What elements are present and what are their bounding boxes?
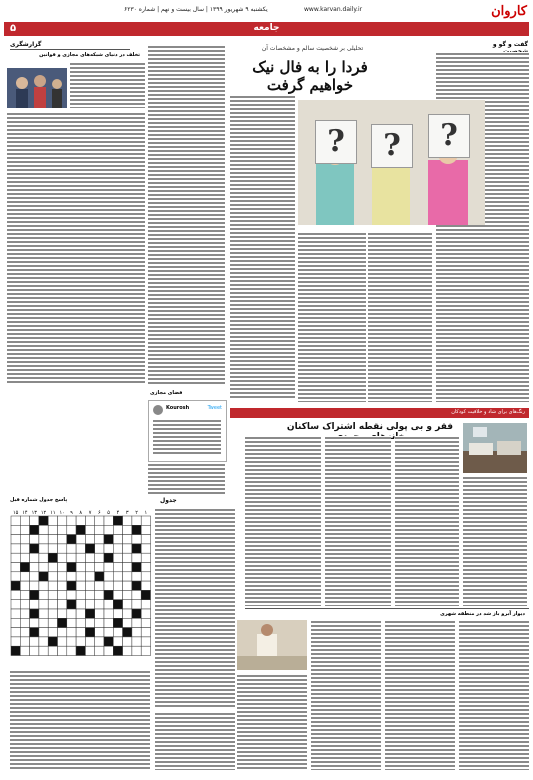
lower-story-photo (237, 620, 307, 670)
crossword-cell[interactable] (104, 572, 113, 581)
crossword-cell[interactable] (39, 628, 48, 637)
crossword-cell[interactable] (20, 553, 29, 562)
crossword-cell[interactable] (20, 590, 29, 599)
second-story-col-c (325, 436, 391, 606)
crossword-cell[interactable] (48, 609, 57, 618)
crossword-cell[interactable] (104, 516, 113, 525)
crossword-cell[interactable] (104, 563, 113, 572)
crossword-cell[interactable] (11, 572, 20, 581)
second-story-band-text: رنگ‌های برای شاد و خلاقیت کودکان (451, 409, 525, 415)
crossword-cell[interactable] (39, 646, 48, 655)
crossword-cell[interactable] (58, 516, 67, 525)
crossword-cell[interactable] (95, 535, 104, 544)
crossword-cell[interactable] (39, 525, 48, 534)
crossword-cell[interactable] (113, 581, 122, 590)
crossword-cell[interactable] (132, 525, 141, 534)
crossword-cell[interactable] (58, 572, 67, 581)
crossword-cell[interactable] (85, 581, 94, 590)
crossword-cell[interactable] (95, 563, 104, 572)
question-sign: ? (315, 120, 357, 164)
crossword-cell[interactable] (132, 544, 141, 553)
crossword-cell[interactable] (113, 609, 122, 618)
crossword-cell[interactable] (113, 572, 122, 581)
crossword-cell[interactable] (141, 618, 150, 627)
main-story-column-1b (298, 232, 366, 402)
question-sign: ? (371, 124, 413, 168)
crossword-cell[interactable] (58, 563, 67, 572)
crossword-cell[interactable] (85, 600, 94, 609)
crossword-cell[interactable] (48, 600, 57, 609)
crossword-cell[interactable] (123, 581, 132, 590)
crossword-cell[interactable] (30, 525, 39, 534)
crossword-cell[interactable] (132, 535, 141, 544)
crossword-cell[interactable] (58, 618, 67, 627)
crossword-cell[interactable] (85, 618, 94, 627)
tweet-label: Tweet (207, 405, 222, 411)
crossword-cell[interactable] (20, 581, 29, 590)
crossword-cell[interactable] (123, 535, 132, 544)
crossword-cell[interactable] (67, 618, 76, 627)
crossword-cell[interactable] (30, 572, 39, 581)
tweet-user: Kourosh (166, 405, 190, 411)
crossword-cell[interactable] (11, 609, 20, 618)
crossword-cell[interactable] (30, 600, 39, 609)
crossword-column-number: ۱۵ (12, 510, 19, 516)
crossword-cell[interactable] (123, 637, 132, 646)
section-bar (4, 22, 529, 36)
crossword-cell[interactable] (123, 600, 132, 609)
crossword-cell[interactable] (132, 581, 141, 590)
crossword-cell[interactable] (95, 628, 104, 637)
crossword-cell[interactable] (95, 525, 104, 534)
divider (10, 49, 130, 50)
crossword-cell[interactable] (85, 563, 94, 572)
crossword-cell[interactable] (67, 572, 76, 581)
crossword-cell[interactable] (76, 553, 85, 562)
crossword-cell[interactable] (58, 535, 67, 544)
crossword-cell[interactable] (58, 590, 67, 599)
crossword-title: جدول (160, 497, 177, 504)
crossword-cell[interactable] (95, 516, 104, 525)
left-story-title: تخلف در دنیای شبکه‌های مجازی و قوانین (39, 52, 140, 58)
main-story-column-1a (368, 232, 432, 402)
crossword-cell[interactable] (132, 646, 141, 655)
crossword-cell[interactable] (11, 525, 20, 534)
crossword-cell[interactable] (67, 646, 76, 655)
crossword-cell[interactable] (20, 572, 29, 581)
crossword-cell[interactable] (67, 525, 76, 534)
crossword-cell[interactable] (104, 581, 113, 590)
crossword-cell[interactable] (141, 525, 150, 534)
left-story-text (7, 112, 145, 384)
crowd-photo (7, 68, 67, 108)
crossword-cell[interactable] (123, 609, 132, 618)
second-story-band (230, 408, 529, 418)
crossword-cell[interactable] (113, 563, 122, 572)
crossword-cell[interactable] (39, 609, 48, 618)
crossword-cell[interactable] (48, 563, 57, 572)
crossword-cell[interactable] (104, 628, 113, 637)
crossword-cell[interactable] (104, 590, 113, 599)
crossword-cell[interactable] (132, 637, 141, 646)
lower-story-title: دیوار آبرو باز شد در منطقه شهری (440, 611, 525, 617)
crossword-column-number: ۱۱ (50, 510, 56, 516)
crossword-clues-horizontal (155, 508, 235, 708)
crossword-cell[interactable] (20, 563, 29, 572)
tweet-caption (148, 463, 225, 495)
crossword-cell[interactable] (123, 553, 132, 562)
crossword-cell[interactable] (20, 600, 29, 609)
crossword-cell[interactable] (141, 600, 150, 609)
crossword-cell[interactable] (76, 525, 85, 534)
crossword-cell[interactable] (58, 525, 67, 534)
crossword-cell[interactable] (123, 525, 132, 534)
crossword-cell[interactable] (132, 572, 141, 581)
crossword-cell[interactable] (95, 581, 104, 590)
crossword-cell[interactable] (39, 553, 48, 562)
crossword-cell[interactable] (132, 563, 141, 572)
question-sign: ? (428, 114, 470, 158)
crossword-cell[interactable] (113, 600, 122, 609)
crossword-cell[interactable] (11, 535, 20, 544)
crossword-cell[interactable] (67, 590, 76, 599)
second-story-col-a (463, 476, 527, 606)
crossword-cell[interactable] (85, 516, 94, 525)
crossword-cell[interactable] (67, 563, 76, 572)
crossword-cell[interactable] (104, 646, 113, 655)
crossword-cell[interactable] (141, 637, 150, 646)
crossword-cell[interactable] (132, 618, 141, 627)
crossword-cell[interactable] (85, 544, 94, 553)
crossword-cell[interactable] (39, 516, 48, 525)
crossword-cell[interactable] (104, 600, 113, 609)
crossword-column-number: ۱۲ (40, 510, 47, 516)
crossword-cell[interactable] (58, 646, 67, 655)
crossword-cell[interactable] (85, 572, 94, 581)
crossword-cell[interactable] (48, 535, 57, 544)
crossword-cell[interactable] (76, 609, 85, 618)
crossword-clues-vertical (155, 712, 235, 770)
crossword-cell[interactable] (11, 646, 20, 655)
crossword-cell[interactable] (30, 618, 39, 627)
crossword-cell[interactable] (76, 572, 85, 581)
crossword-cell[interactable] (113, 590, 122, 599)
second-story-col-d (245, 436, 321, 606)
crossword-cell[interactable] (67, 600, 76, 609)
crossword-cell[interactable] (95, 572, 104, 581)
crossword-cell[interactable] (95, 544, 104, 553)
lower-story-col-a (311, 620, 381, 770)
crossword-column-number: ۳ (125, 510, 129, 516)
tweet-text (153, 419, 221, 455)
crossword-cell[interactable] (141, 535, 150, 544)
crossword-cell[interactable] (11, 563, 20, 572)
crossword-cell[interactable] (113, 535, 122, 544)
crossword-cell[interactable] (85, 609, 94, 618)
lower-story-col-d (237, 674, 307, 770)
crossword-cell[interactable] (132, 590, 141, 599)
left-story-lead (70, 62, 145, 108)
main-story-kicker: تحلیلی بر شخصیت سالم و مشخصات آن (261, 45, 364, 52)
crossword-cell[interactable] (48, 637, 57, 646)
crossword-cell[interactable] (76, 516, 85, 525)
crossword-cell[interactable] (67, 637, 76, 646)
crossword-cell[interactable] (123, 544, 132, 553)
crossword-cell[interactable] (58, 600, 67, 609)
crossword-cell[interactable] (123, 628, 132, 637)
crossword-cell[interactable] (123, 618, 132, 627)
crossword-cell[interactable] (48, 572, 57, 581)
crossword-cell[interactable] (30, 553, 39, 562)
crossword-cell[interactable] (30, 609, 39, 618)
crossword-cell[interactable] (113, 516, 122, 525)
crossword-cell[interactable] (30, 544, 39, 553)
divider (245, 608, 529, 609)
crossword-cell[interactable] (58, 609, 67, 618)
crossword-cell[interactable] (39, 544, 48, 553)
right-column-title: گفت و گو و (492, 41, 528, 48)
crossword-cell[interactable] (30, 581, 39, 590)
crossword-cell[interactable] (85, 525, 94, 534)
crossword-cell[interactable] (39, 590, 48, 599)
crossword-answer-title: پاسخ جدول شماره قبل (10, 497, 68, 503)
crossword-cell[interactable] (141, 553, 150, 562)
page-number: ۵ (10, 23, 17, 34)
crossword-cell[interactable] (132, 628, 141, 637)
crossword-cell[interactable] (113, 646, 122, 655)
crossword-cell[interactable] (123, 590, 132, 599)
crossword-cell[interactable] (132, 600, 141, 609)
crossword-column-number: ۱ (144, 510, 148, 516)
left-column-title: گزارشگری (10, 41, 42, 48)
main-story-column-3 (148, 45, 225, 385)
crossword-cell[interactable] (30, 516, 39, 525)
crossword-cell[interactable] (58, 637, 67, 646)
crossword-cell[interactable] (67, 516, 76, 525)
crossword-cell[interactable] (95, 618, 104, 627)
crossword-cell[interactable] (39, 600, 48, 609)
crossword-cell[interactable] (123, 572, 132, 581)
crossword-cell[interactable] (30, 563, 39, 572)
crossword-cell[interactable] (104, 618, 113, 627)
crossword-column-number: ۴ (116, 510, 120, 516)
crossword-cell[interactable] (104, 637, 113, 646)
crossword-cell[interactable] (48, 525, 57, 534)
crossword-column-number: ۱۰ (59, 510, 65, 516)
crossword-cell[interactable] (141, 544, 150, 553)
newspaper-logo: کاروان (491, 4, 527, 19)
crossword-cell[interactable] (39, 581, 48, 590)
crossword-cell[interactable] (39, 637, 48, 646)
lower-story-col-b (385, 620, 455, 770)
masthead (0, 0, 533, 40)
crossword-cell[interactable] (20, 535, 29, 544)
crossword-cell[interactable] (95, 590, 104, 599)
crossword-cell[interactable] (48, 590, 57, 599)
crossword-cell[interactable] (30, 628, 39, 637)
crossword-cell[interactable] (11, 581, 20, 590)
second-story-col-b (395, 436, 459, 606)
crossword-cell[interactable] (85, 535, 94, 544)
crossword-cell[interactable] (58, 628, 67, 637)
crossword-cell[interactable] (11, 600, 20, 609)
crossword-cell[interactable] (20, 525, 29, 534)
crossword-cell[interactable] (123, 563, 132, 572)
crossword-cell[interactable] (141, 563, 150, 572)
crossword-cell[interactable] (76, 628, 85, 637)
crossword-cell[interactable] (48, 544, 57, 553)
crossword-cell[interactable] (39, 618, 48, 627)
crossword-cell[interactable] (141, 609, 150, 618)
crossword-cell[interactable] (76, 581, 85, 590)
crossword-column-number: ۵ (107, 510, 110, 516)
crossword-cell[interactable] (30, 590, 39, 599)
main-story-photo (298, 100, 485, 225)
crossword-cell[interactable] (39, 535, 48, 544)
crossword-cell[interactable] (58, 553, 67, 562)
crossword-column-number: ۱۴ (22, 510, 28, 516)
crossword-cell[interactable] (141, 516, 150, 525)
crossword-cell[interactable] (67, 628, 76, 637)
website-url[interactable]: www.karvan.daily.ir (304, 6, 363, 13)
crossword-column-number: ۱۳ (31, 510, 37, 516)
crossword-cell[interactable] (11, 544, 20, 553)
crossword-cell[interactable] (104, 525, 113, 534)
crossword-cell[interactable] (20, 646, 29, 655)
crossword-cell[interactable] (141, 590, 150, 599)
crossword-cell[interactable] (20, 544, 29, 553)
crossword-cell[interactable] (11, 628, 20, 637)
crossword-cell[interactable] (30, 646, 39, 655)
crossword-column-number: ۷ (88, 510, 92, 516)
crossword-cell[interactable] (76, 544, 85, 553)
crossword-cell[interactable] (20, 637, 29, 646)
crossword-cell[interactable] (11, 590, 20, 599)
crossword-cell[interactable] (58, 544, 67, 553)
crossword-cell[interactable] (11, 637, 20, 646)
crossword-cell[interactable] (11, 516, 20, 525)
crossword-cell[interactable] (67, 535, 76, 544)
crossword-cell[interactable] (67, 581, 76, 590)
crossword-cell[interactable] (48, 646, 57, 655)
crossword-cell[interactable] (85, 637, 94, 646)
crossword-cell[interactable] (141, 572, 150, 581)
crossword-cell[interactable] (104, 609, 113, 618)
crossword-cell[interactable] (141, 646, 150, 655)
avatar (153, 405, 163, 415)
crossword-cell[interactable] (76, 535, 85, 544)
main-story-headline[interactable]: فردا را به فال نیک خواهیم گرفت (252, 58, 368, 94)
bedroom-photo (463, 423, 527, 473)
tweet-card (148, 400, 227, 462)
crossword-cell[interactable] (76, 600, 85, 609)
crossword-cell[interactable] (76, 590, 85, 599)
crossword-cell[interactable] (123, 516, 132, 525)
crossword-grid[interactable] (10, 508, 152, 662)
crossword-cell[interactable] (85, 553, 94, 562)
crossword-cell[interactable] (95, 646, 104, 655)
crossword-cell[interactable] (123, 646, 132, 655)
crossword-column-number: ۲ (135, 510, 138, 516)
crossword-cell[interactable] (20, 618, 29, 627)
main-story-column-2 (230, 95, 295, 400)
crossword-cell[interactable] (95, 600, 104, 609)
crossword-cell[interactable] (76, 563, 85, 572)
crossword-cell[interactable] (141, 581, 150, 590)
section-title: جامعه (253, 23, 280, 33)
crossword-cell[interactable] (113, 618, 122, 627)
second-story-headline[interactable]: فقر و بی پولی نقطه اشتراک ساکنان (286, 422, 454, 432)
crossword-cell[interactable] (85, 590, 94, 599)
crossword-cell[interactable] (30, 535, 39, 544)
crossword-cell[interactable] (132, 516, 141, 525)
crossword-cell[interactable] (58, 581, 67, 590)
crossword-cell[interactable] (104, 535, 113, 544)
crossword-cell[interactable] (85, 646, 94, 655)
crossword-cell[interactable] (11, 618, 20, 627)
crossword-cell[interactable] (76, 637, 85, 646)
crossword-column-number: ۶ (98, 510, 101, 516)
crossword-cell[interactable] (113, 544, 122, 553)
issue-date: یکشنبه ۹ شهریور ۱۳۹۹ | سال بیست و نهم | شماره ۶۲۳۰ (124, 6, 268, 13)
crossword-cell[interactable] (20, 628, 29, 637)
crossword-cell[interactable] (76, 646, 85, 655)
crossword-cell[interactable] (67, 553, 76, 562)
crossword-cell[interactable] (76, 618, 85, 627)
crossword-cell[interactable] (95, 553, 104, 562)
crossword-cell[interactable] (20, 516, 29, 525)
crossword-cell[interactable] (132, 553, 141, 562)
crossword-cell[interactable] (104, 544, 113, 553)
crossword-cell[interactable] (113, 628, 122, 637)
crossword-cell[interactable] (141, 628, 150, 637)
crossword-cell[interactable] (48, 553, 57, 562)
crossword-cell[interactable] (30, 637, 39, 646)
crossword-column-number: ۹ (70, 510, 73, 516)
crossword-cell[interactable] (48, 618, 57, 627)
crossword-cell[interactable] (67, 544, 76, 553)
crossword-cell[interactable] (113, 637, 122, 646)
crossword-cell[interactable] (48, 516, 57, 525)
lower-story-col-c (459, 620, 529, 770)
crossword-cell[interactable] (85, 628, 94, 637)
crossword-answer-text (10, 670, 150, 770)
crossword-cell[interactable] (20, 609, 29, 618)
crossword-cell[interactable] (48, 628, 57, 637)
crossword-cell[interactable] (95, 637, 104, 646)
crossword-cell[interactable] (113, 553, 122, 562)
crossword-cell[interactable] (39, 563, 48, 572)
crossword-cell[interactable] (132, 609, 141, 618)
tweet-box-title: فضای مجازی (150, 390, 183, 396)
masthead-info-line (4, 6, 529, 18)
crossword-column-number: ۸ (79, 510, 83, 516)
crossword-cell[interactable] (48, 581, 57, 590)
crossword-cell[interactable] (113, 525, 122, 534)
crossword-cell[interactable] (95, 609, 104, 618)
crossword-cell[interactable] (11, 553, 20, 562)
crossword-cell[interactable] (67, 609, 76, 618)
crossword-cell[interactable] (39, 572, 48, 581)
crossword-cell[interactable] (104, 553, 113, 562)
